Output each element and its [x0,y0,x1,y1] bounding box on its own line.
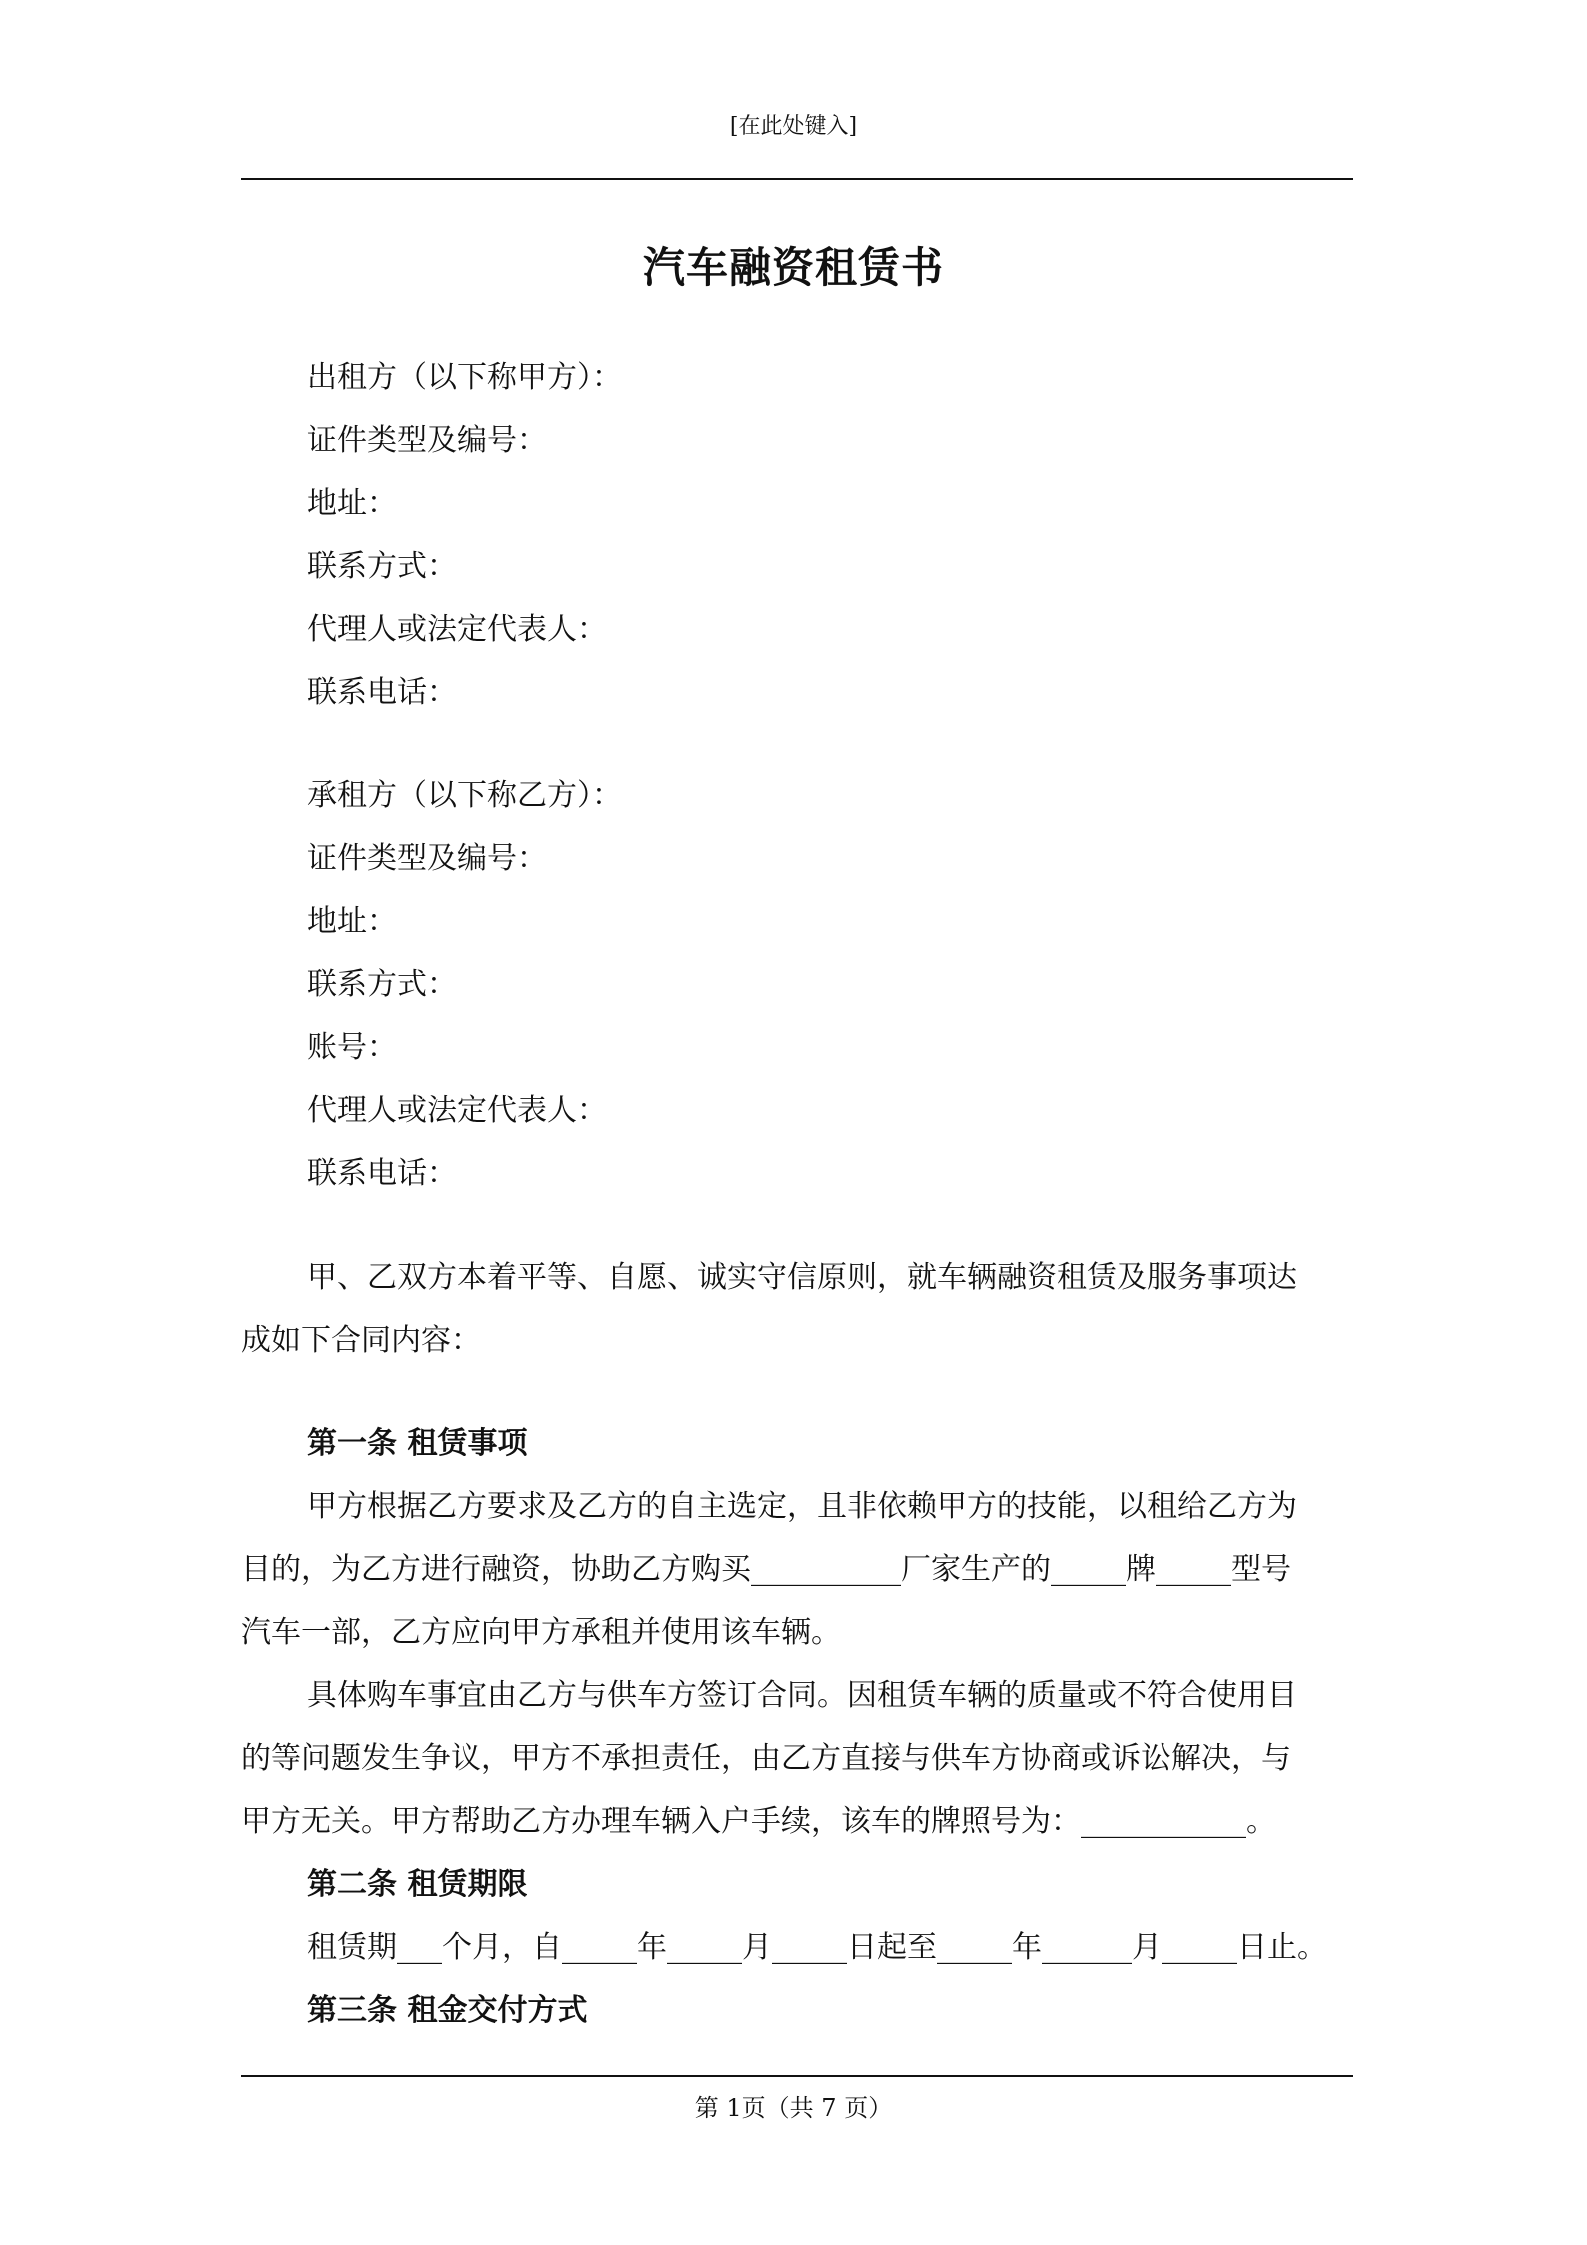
lessor-contact-label: 联系方式： [307,549,457,584]
article-2 [241,1853,1353,1979]
intro-paragraph [241,1246,1353,1372]
article-1-p1-line-1: 甲方根据乙方要求及乙方的自主选定，且非依赖甲方的技能，以租给乙方为 [307,1489,1297,1524]
lessor-section [241,346,1353,724]
intro-line-2: 成如下合同内容： [241,1323,481,1358]
lessor-phone-label: 联系电话： [307,675,457,710]
article-1-p2-line-2: 的等问题发生争议，甲方不承担责任，由乙方直接与供车方协商或诉讼解决，与 [241,1741,1291,1776]
lessor-agent-label: 代理人或法定代表人： [307,612,607,647]
lessor-address-label: 地址： [307,486,397,521]
lessee-name-label: 承租方（以下称乙方）： [307,778,622,813]
article-2-heading: 第二条 租赁期限 [307,1867,528,1902]
article-1-p2-line-3: 甲方无关。甲方帮助乙方办理车辆入户手续，该车的牌照号为：___________。 [241,1804,1276,1839]
lessee-id-label: 证件类型及编号： [307,841,547,876]
article-3-heading: 第三条 租金交付方式 [307,1993,588,2028]
lessee-contact-label: 联系方式： [307,967,457,1002]
article-1 [241,1412,1353,1853]
article-3 [241,1979,1353,2042]
document-title: 汽车融资租赁书 [642,243,944,292]
lessee-account-label: 账号： [307,1030,397,1065]
article-1-p1-line-3: 汽车一部，乙方应向甲方承租并使用该车辆。 [241,1615,841,1650]
article-2-text: 租赁期___个月，自_____年_____月_____日起至_____年______月_____日止。 [307,1930,1327,1965]
footer-rule [241,2075,1353,2077]
lessor-id-label: 证件类型及编号： [307,423,547,458]
lessee-agent-label: 代理人或法定代表人： [307,1093,607,1128]
lessor-name-label: 出租方（以下称甲方）： [307,360,622,395]
lessee-address-label: 地址： [307,904,397,939]
intro-line-1: 甲、乙双方本着平等、自愿、诚实守信原则，就车辆融资租赁及服务事项达 [307,1260,1297,1295]
lessee-phone-label: 联系电话： [307,1156,457,1191]
lessee-section [241,764,1353,1205]
article-1-p1-line-2: 目的，为乙方进行融资，协助乙方购买__________厂家生产的_____牌_____型号 [241,1552,1291,1587]
page-header-placeholder: [在此处键入] [729,114,858,139]
header-rule [241,178,1353,180]
article-1-p2-line-1: 具体购车事宜由乙方与供车方签订合同。因租赁车辆的质量或不符合使用目 [307,1678,1297,1713]
article-1-heading: 第一条 租赁事项 [307,1426,528,1461]
page-number: 第 1页（共 7 页） [694,2094,893,2122]
